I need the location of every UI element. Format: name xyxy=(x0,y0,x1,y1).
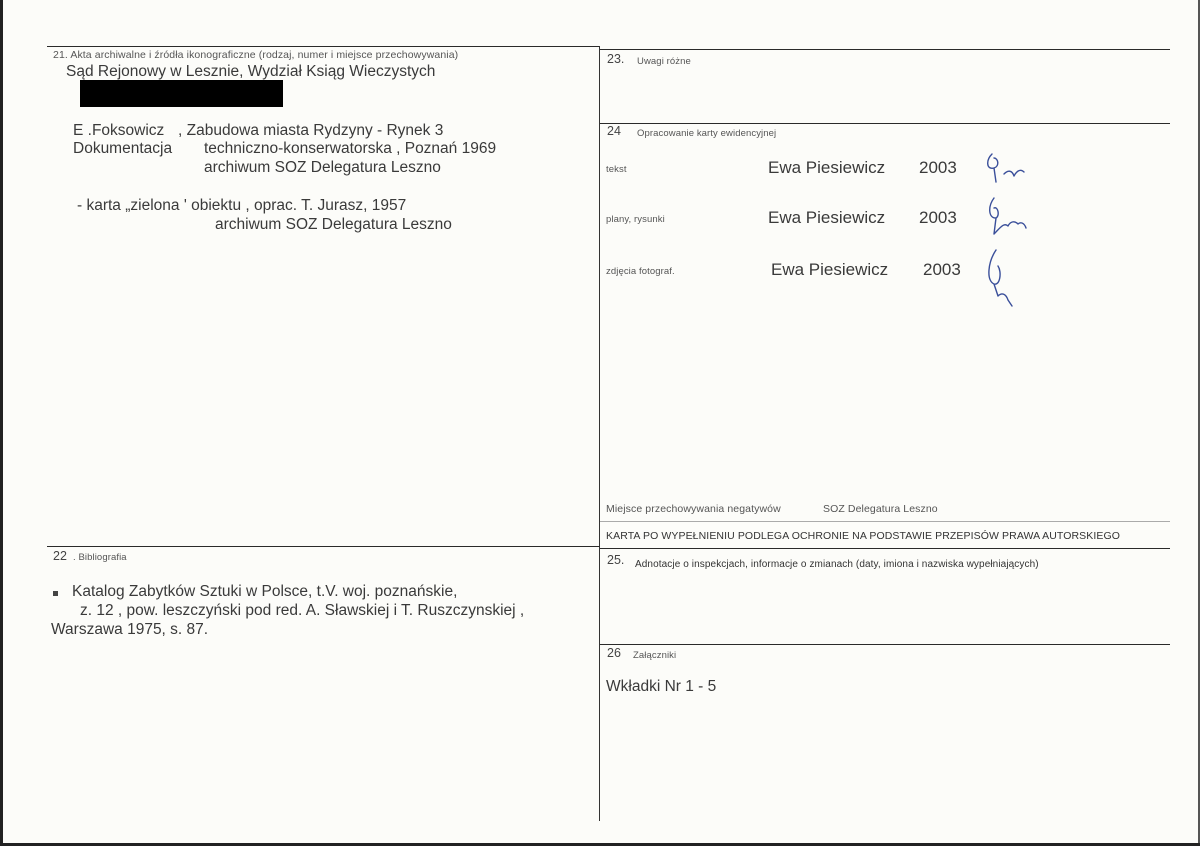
section22-number: 22 xyxy=(53,549,67,563)
entry1-author: E .Foksowicz xyxy=(73,122,165,139)
section23-label: Uwagi różne xyxy=(637,56,691,67)
entry2-line: - karta „zielona ' obiektu , oprac. T. Jurasz, 1957 xyxy=(77,197,407,214)
signature-photos xyxy=(982,244,1026,310)
rule-24-25 xyxy=(600,548,1170,549)
rule-21-22 xyxy=(47,546,600,547)
section23-number: 23. xyxy=(607,52,625,66)
row-year-text: 2003 xyxy=(919,158,957,177)
copyright-notice: KARTA PO WYPEŁNIENIU PODLEGA OCHRONIE NA PODSTAWIE PRZEPISÓW PRAWA AUTORSKIEGO xyxy=(606,530,1121,542)
entry1-doc: Dokumentacja xyxy=(73,140,173,157)
attachments-value: Wkładki Nr 1 - 5 xyxy=(606,678,717,695)
row-year-photos: 2003 xyxy=(923,260,961,279)
top-rule-left xyxy=(47,46,600,47)
entry1-doc-rest: techniczno-konserwatorska , Poznań 1969 xyxy=(204,140,497,157)
row-name-photos: Ewa Piesiewicz xyxy=(771,260,889,279)
row-name-plans: Ewa Piesiewicz xyxy=(768,208,886,227)
signature-plans xyxy=(982,192,1032,242)
bullet-icon xyxy=(53,591,58,596)
entry2-archive: archiwum SOZ Delegatura Leszno xyxy=(215,216,452,233)
row-label-plans: plany, rysunki xyxy=(606,214,665,225)
section22-label: . Bibliografia xyxy=(73,552,127,563)
signature-text xyxy=(982,146,1032,190)
section21-court: Sąd Rejonowy w Lesznie, Wydział Ksiąg Wieczystych xyxy=(66,63,436,80)
biblio-line3: Warszawa 1975, s. 87. xyxy=(51,621,209,638)
biblio-line2: z. 12 , pow. leszczyński pod red. A. Sławskiej i T. Ruszczynskiej , xyxy=(80,602,525,619)
redaction-bar xyxy=(80,80,283,107)
section25-label: Adnotacje o inspekcjach, informacje o zmianach (daty, imiona i nazwiska wypełniających) xyxy=(635,559,1039,570)
storage-label: Miejsce przechowywania negatywów xyxy=(606,503,781,515)
entry1-archive: archiwum SOZ Delegatura Leszno xyxy=(204,159,441,176)
scan-left-edge xyxy=(0,0,3,846)
section26-label: Załączniki xyxy=(633,650,677,661)
row-label-photos: zdjęcia fotograf. xyxy=(606,266,675,277)
biblio-line1: Katalog Zabytków Sztuki w Polsce, t.V. woj. poznańskie, xyxy=(72,583,458,600)
storage-value: SOZ Delegatura Leszno xyxy=(823,503,938,515)
center-divider xyxy=(599,46,600,821)
section24-label: Opracowanie karty ewidencyjnej xyxy=(637,128,777,139)
section26-number: 26 xyxy=(607,646,621,660)
rule-storage xyxy=(600,521,1170,522)
section21-label: 21. Akta archiwalne i źródła ikonograficzne (rodzaj, numer i miejsce przechowywania) xyxy=(53,49,459,61)
section25-number: 25. xyxy=(607,553,625,567)
entry1-title: , Zabudowa miasta Rydzyny - Rynek 3 xyxy=(178,122,444,139)
row-name-text: Ewa Piesiewicz xyxy=(768,158,886,177)
rule-25-26 xyxy=(600,644,1170,645)
row-label-text: tekst xyxy=(606,164,627,175)
section24-number: 24 xyxy=(607,124,621,138)
row-year-plans: 2003 xyxy=(919,208,957,227)
rule-23-24 xyxy=(600,123,1170,124)
top-rule-right xyxy=(600,49,1170,50)
